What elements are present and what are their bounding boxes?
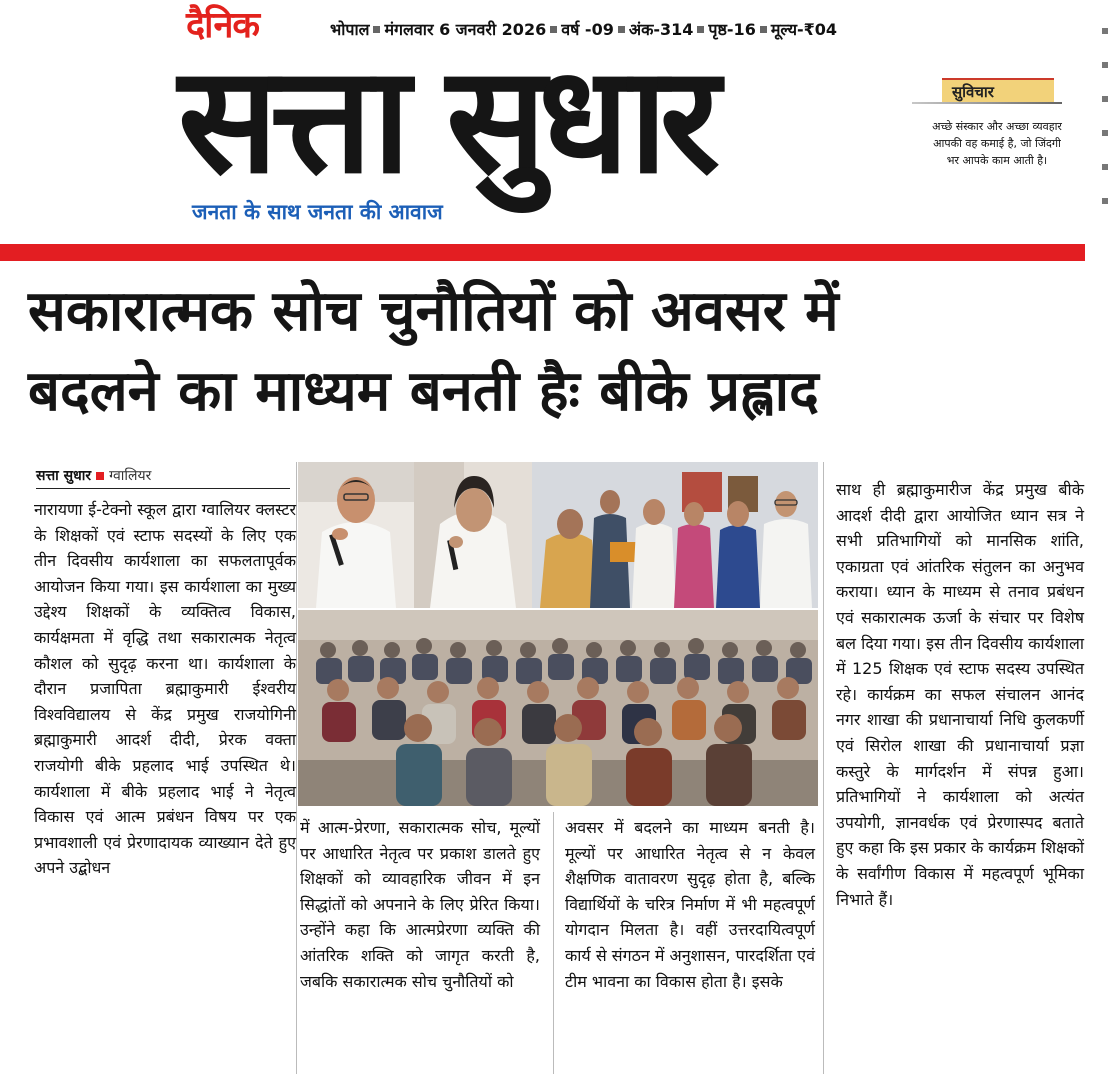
column-rule (823, 462, 824, 1074)
article-column-1: नारायणा ई-टेक्नो स्कूल द्वारा ग्वालियर क्लस्टर के शिक्षकों एवं स्टाफ सदस्यों के लिए एक तीन दिवसीय कार्यशाला का सफलतापूर्वक आयोजन किया गया। इस कार्यशाला का मुख्य उद्देश्य शिक्षकों के व्यक्तित्व विकास, कार्यक्षमता में वृद्धि तथा सकारात्मक नेतृत्व कौशल को सुदृढ़ करना था। कार्यशाला के दौरान प्रजापिता ब्रह्माकुमारी ईश्वरीय विश्वविद्यालय से केंद्र प्रमुख राजयोगिनी ब्रह्माकुमारी आदर्श दीदी, प्रेरक वक्ता राजयोगी बीके प्रहलाद भाई उपस्थित थे। कार्यशाला में बीके प्रहलाद भाई ने नेतृत्व विकास एवं आत्म प्रबंधन विषय पर एक प्रभावशाली एवं प्रेरणादायक व्याख्यान देते हुए अपने उद्बोधन (34, 500, 296, 878)
photo-speaker-male (298, 462, 414, 608)
column-rule (296, 462, 297, 1074)
felicitation-illustration (532, 462, 818, 608)
masthead-prefix: दैनिक (186, 5, 260, 46)
meta-date: मंगलवार 6 जनवरी 2026 (384, 20, 547, 39)
edge-mark (1102, 62, 1108, 68)
separator-square-icon (373, 26, 380, 33)
meta-city: भोपाल (330, 20, 370, 39)
byline-square-icon (96, 472, 104, 480)
byline-city: ग्वालियर (109, 468, 152, 484)
separator-square-icon (550, 26, 557, 33)
column-rule (553, 812, 554, 1074)
article-column-3: अवसर में बदलने का माध्यम बनती है। मूल्यों पर आधारित नेतृत्व से न केवल शैक्षणिक वातावरण सुदृढ़ होता है, बल्कि विद्यार्थियों के चरित्र निर्माण में भी महत्वपूर्ण योगदान मिलता है। वहीं उत्तरदायित्वपूर्ण कार्य से संगठन में अनुशासन, पारदर्शिता एवं टीम भावना का विकास होता है। इसके (565, 818, 815, 991)
edge-mark (1102, 164, 1108, 170)
article-column-2: में आत्म-प्रेरणा, सकारात्मक सोच, मूल्यों पर आधारित नेतृत्व पर प्रकाश डालते हुए शिक्षकों को व्यावहारिक जीवन में इन सिद्धांतों को अपनाने के लिए प्रेरित किया। उन्होंने कहा कि आत्मप्रेरणा व्यक्ति की आंतरिक शक्ति को जागृत करती है, जबकि सकारात्मक सोच चुनौतियों को (300, 818, 540, 991)
meta-year: वर्ष -09 (561, 20, 614, 39)
meta-pages: पृष्ठ-16 (708, 20, 756, 39)
masthead-divider-bar (0, 244, 1085, 261)
newspaper-tagline: जनता के साथ जनता की आवाज (192, 200, 443, 224)
audience-illustration (298, 610, 818, 806)
edge-mark (1102, 28, 1108, 34)
byline (36, 466, 290, 489)
thought-text: अच्छे संस्कार और अच्छा व्यवहार आपकी वह कमाई है, जो जिंदगी भर आपके काम आती है। (932, 120, 1062, 167)
separator-square-icon (760, 26, 767, 33)
meta-issue: अंक-314 (628, 20, 694, 39)
edge-mark (1102, 96, 1108, 102)
headline-line-1: सकारात्मक सोच चुनौतियों को अवसर में (28, 279, 839, 344)
page-edge-marks (1096, 0, 1109, 240)
edge-mark (1102, 198, 1108, 204)
headline-line-2: बदलने का माध्यम बनती हैः बीके प्रह्लाद (28, 359, 819, 424)
speaker-female-illustration (414, 462, 532, 608)
byline-paper: सत्ता सुधार (36, 468, 92, 484)
separator-square-icon (697, 26, 704, 33)
article-headline (28, 272, 1088, 432)
article-column-4: साथ ही ब्रह्माकुमारीज केंद्र प्रमुख बीके आदर्श दीदी द्वारा आयोजित ध्यान सत्र ने सभी प्रतिभागियों को मानसिक शांति, एकाग्रता एवं आंतरिक संतुलन का अनुभव कराया। ध्यान के माध्यम से तनाव प्रबंधन एवं सकारात्मक ऊर्जा के संचार पर विशेष बल दिया गया। इस तीन दिवसीय कार्यशाला में 125 शिक्षक एवं स्टाफ सदस्य उपस्थित रहे। कार्यक्रम का सफल संचालन आनंद नगर शाखा की प्रधानाचार्या निधि कुलकर्णी एवं सिरोल शाखा की प्रधानाचार्या प्रज्ञा कस्तुरे के मार्गदर्शन में संपन्न हुआ। प्रतिभागियों ने कार्यशाला को अत्यंत उपयोगी, ज्ञानवर्धक एवं प्रेरणास्पद बताते हुए कहा कि इस प्रकार के कार्यक्रम शिक्षकों के सर्वांगीण विकास में महत्वपूर्ण भूमिका निभाते हैं। (836, 480, 1084, 909)
edge-mark (1102, 130, 1108, 136)
separator-square-icon (618, 26, 625, 33)
photo-audience (298, 610, 818, 806)
speaker-male-illustration (298, 462, 414, 608)
photo-speaker-female (414, 462, 532, 608)
newspaper-title: सत्ता सुधार (178, 34, 713, 206)
thought-heading: सुविचार (942, 78, 1054, 102)
thought-of-the-day (912, 78, 1062, 169)
meta-price: मूल्य-₹04 (770, 20, 838, 39)
photo-felicitation (532, 462, 818, 608)
